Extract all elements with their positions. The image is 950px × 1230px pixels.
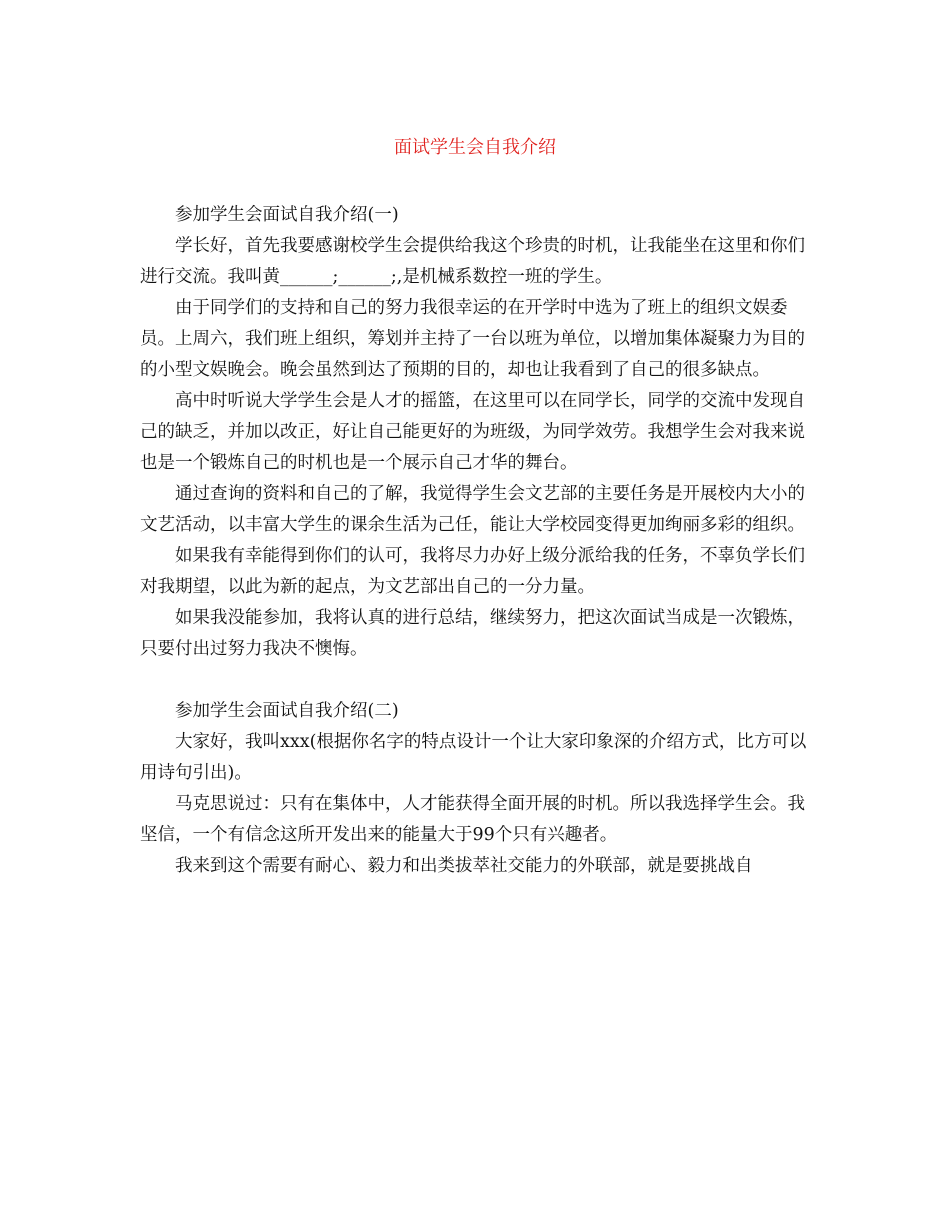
document-body: [140, 200, 812, 882]
paragraph: 大家好，我叫xxx(根据你名字的特点设计一个让大家印象深的介绍方式，比方可以用诗句引出)。: [140, 732, 807, 783]
paragraph: 我来到这个需要有耐心、毅力和出类拔萃社交能力的外联部，就是要挑战自: [175, 856, 753, 876]
paragraph: 高中时听说大学学生会是人才的摇篮，在这里可以在同学长，同学的交流中发现自己的缺乏，并加以改正，好让自己能更好的为班级，为同学效劳。我想学生会对我来说也是一个锻炼自己的时机也是一个展示自己才华的舞台。: [140, 391, 805, 473]
section-spacer: [140, 665, 812, 696]
paragraph: 马克思说过：只有在集体中，人才能获得全面开展的时机。所以我选择学生会。我坚信，一个有信念这所开发出来的能量大于99个只有兴趣者。: [140, 794, 805, 845]
document-title: 面试学生会自我介绍: [394, 137, 556, 158]
paragraph: 如果我有幸能得到你们的认可，我将尽力办好上级分派给我的任务，不辜负学长们对我期望，以此为新的起点，为文艺部出自己的一分力量。: [140, 546, 805, 597]
paragraph: 学长好，首先我要感谢校学生会提供给我这个珍贵的时机，让我能坐在这里和你们进行交流。我叫黄______;______;,是机械系数控一班的学生。: [140, 236, 805, 287]
paragraph: 由于同学们的支持和自己的努力我很幸运的在开学时中选为了班上的组织文娱委员。上周六，我们班上组织，筹划并主持了一台以班为单位，以增加集体凝聚力为目的的小型文娱晚会。晚会虽然到达了预期的目的，却也让我看到了自己的很多缺点。: [140, 298, 805, 380]
section-heading: 参加学生会面试自我介绍(一): [175, 205, 399, 225]
paragraph: 如果我没能参加，我将认真的进行总结，继续努力，把这次面试当成是一次锻炼，只要付出过努力我决不懊悔。: [140, 608, 805, 659]
paragraph: 通过查询的资料和自己的了解，我觉得学生会文艺部的主要任务是开展校内大小的文艺活动，以丰富大学生的课余生活为己任，能让大学校园变得更加绚丽多彩的组织。: [140, 484, 805, 535]
section-heading: 参加学生会面试自我介绍(二): [175, 701, 399, 721]
